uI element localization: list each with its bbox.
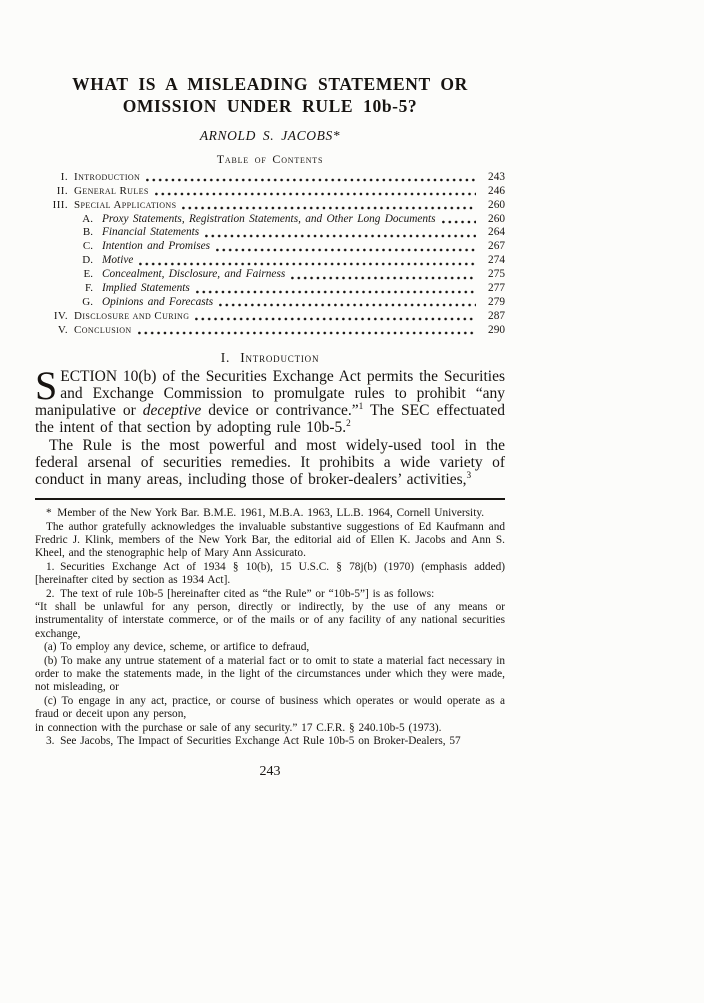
toc-entry-page: 287 (488, 309, 505, 322)
toc-entry-page: 275 (488, 268, 505, 281)
toc-entry-title: General Rules (74, 184, 149, 197)
toc-entry (35, 253, 505, 267)
toc-entry (35, 309, 505, 323)
toc-entry-number: C. (82, 240, 93, 253)
toc-entry-number: E. (83, 268, 93, 281)
toc-entry-title: Opinions and Forecasts (102, 295, 214, 308)
text-segment: The Rule is the most powerful and most widely-used tool in the federal arsenal of securities remedies. It prohibits a wide variety of conduct in many areas, including those of broker-dealers’ activities, (35, 436, 505, 488)
toc-entry-page: 290 (488, 323, 505, 336)
footnote: (b) To make any untrue statement of a material fact or to omit to state a material fact necessary in order to make the statements made, in the light of the circumstances under which they were made, not misleading, or (35, 654, 505, 694)
toc-entry (35, 239, 505, 253)
toc-entry-page: 264 (488, 226, 505, 239)
drop-cap: S (35, 362, 58, 408)
toc-leader-dots (291, 276, 476, 280)
toc-entry (35, 295, 505, 309)
toc-entry-number: D. (82, 254, 93, 267)
toc-entry-page: 279 (488, 295, 505, 308)
text-segment: ECTION 10(b) of the Securities Exchange Act permits the Securities and Exchange Commission to promulgate rules to prohibit “any manipulative or (35, 367, 505, 420)
text-block (35, 0, 505, 780)
footnote-reference: 3 (466, 470, 472, 481)
toc-entry-title: Conclusion (74, 323, 132, 336)
toc-entry-page: 274 (488, 254, 505, 267)
section-heading (35, 350, 505, 365)
toc-entry (35, 281, 505, 295)
toc-entry-number: V. (57, 323, 68, 336)
toc-leader-dots (146, 178, 476, 182)
toc-entry-number: II. (56, 184, 68, 197)
toc-entry-page: 277 (488, 282, 505, 295)
toc-entry-number: B. (82, 226, 93, 239)
toc-entry-page: 260 (488, 198, 505, 211)
toc-leader-dots (219, 303, 476, 307)
toc-leader-dots (182, 206, 476, 210)
footnotes-block (35, 507, 505, 748)
footnote: (a) To employ any device, scheme, or artifice to defraud, (44, 641, 310, 654)
toc-entry-page: 243 (488, 170, 505, 183)
author-byline: ARNOLD S. JACOBS* (199, 128, 341, 143)
toc-entry-title: Financial Statements (102, 226, 200, 239)
toc-entry-number: F. (85, 282, 93, 295)
text-segment: device or contrivance.” (201, 402, 359, 420)
text-segment: deceptive (142, 402, 202, 420)
text-segment: The SEC effectuated the intent of that section by adopting rule 10b-5. (35, 402, 505, 437)
table-of-contents (35, 170, 505, 337)
toc-entry-title: Implied Statements (102, 282, 190, 295)
footnote-reference: 2 (346, 419, 351, 430)
toc-leader-dots (138, 331, 476, 335)
article-title-line2: OMISSION UNDER RULE 10b-5? (122, 96, 418, 116)
section-title: Introduction (240, 349, 320, 365)
footnote-separator-rule (35, 498, 505, 500)
toc-entry-number: IV. (53, 309, 68, 322)
page-number: 243 (259, 764, 281, 780)
toc-leader-dots (139, 262, 476, 266)
toc-leader-dots (155, 192, 476, 196)
footnote: 2. The text of rule 10b-5 [hereinafter cited as “the Rule” or “10b-5”] is as follows: (46, 587, 435, 600)
toc-entry-number: III. (52, 198, 68, 211)
toc-entry-number: I. (60, 170, 68, 183)
toc-entry (35, 184, 505, 198)
toc-entry (35, 323, 505, 337)
toc-entry-title: Intention and Promises (102, 240, 211, 253)
toc-entry-page: 267 (488, 240, 505, 253)
toc-heading: Table of Contents (216, 152, 324, 166)
toc-entry-number: G. (82, 295, 93, 308)
toc-entry-page: 260 (488, 212, 505, 225)
toc-entry (35, 212, 505, 226)
footnote: The author gratefully acknowledges the invaluable substantive suggestions of Ed Kaufmann and Fredric J. Klink, members of the New York Bar, the editorial aid of Ellen K. Jacobs and Ann S. Kheel, and the stenographic help of Mary Ann Assicurato. (35, 520, 505, 560)
toc-entry-title: Special Applications (74, 198, 177, 211)
toc-entry-title: Motive (102, 254, 134, 267)
footnote: (c) To engage in any act, practice, or course of business which operates or would operate as a fraud or deceit upon any person, (35, 694, 505, 721)
footnote-reference: 1 (358, 401, 364, 412)
toc-leader-dots (216, 248, 476, 252)
body-paragraph (35, 362, 505, 437)
article-title-line1: WHAT IS A MISLEADING STATEMENT OR (72, 74, 468, 94)
toc-leader-dots (442, 220, 476, 224)
toc-leader-dots (205, 234, 476, 238)
toc-leader-dots (195, 317, 476, 321)
toc-entry-title: Proxy Statements, Registration Statements, and Other Long Documents (102, 212, 436, 225)
footnote: “It shall be unlawful for any person, directly or indirectly, by the use of any means or instrumentality of interstate commerce, or of the mails or of any facility of any national securities exchange, (35, 600, 505, 640)
footnote: 1. Securities Exchange Act of 1934 § 10(b), 15 U.S.C. § 78j(b) (1970) (emphasis added) [hereinafter cited by section as 1934 Act]. (35, 560, 505, 587)
toc-entry (35, 226, 505, 240)
toc-entry-title: Disclosure and Curing (74, 309, 190, 322)
toc-entry-page: 246 (488, 184, 505, 197)
toc-entry-number: A. (82, 212, 93, 225)
footnote: 3. See Jacobs, The Impact of Securities Exchange Act Rule 10b-5 on Broker-Dealers, 57 (46, 735, 461, 748)
footnote: in connection with the purchase or sale of any security.” 17 C.F.R. § 240.10b-5 (1973). (35, 721, 442, 734)
toc-leader-dots (196, 290, 476, 294)
toc-entry (35, 198, 505, 212)
body-paragraph (35, 437, 505, 489)
article-title (35, 0, 505, 117)
footnote: * Member of the New York Bar. B.M.E. 1961, M.B.A. 1963, LL.B. 1964, Cornell University. (46, 507, 485, 520)
toc-entry-title: Introduction (74, 170, 141, 183)
article-body (35, 362, 505, 488)
toc-entry (35, 267, 505, 281)
toc-entry-title: Concealment, Disclosure, and Fairness (102, 268, 286, 281)
section-number: I. (220, 349, 231, 365)
toc-entry (35, 170, 505, 184)
